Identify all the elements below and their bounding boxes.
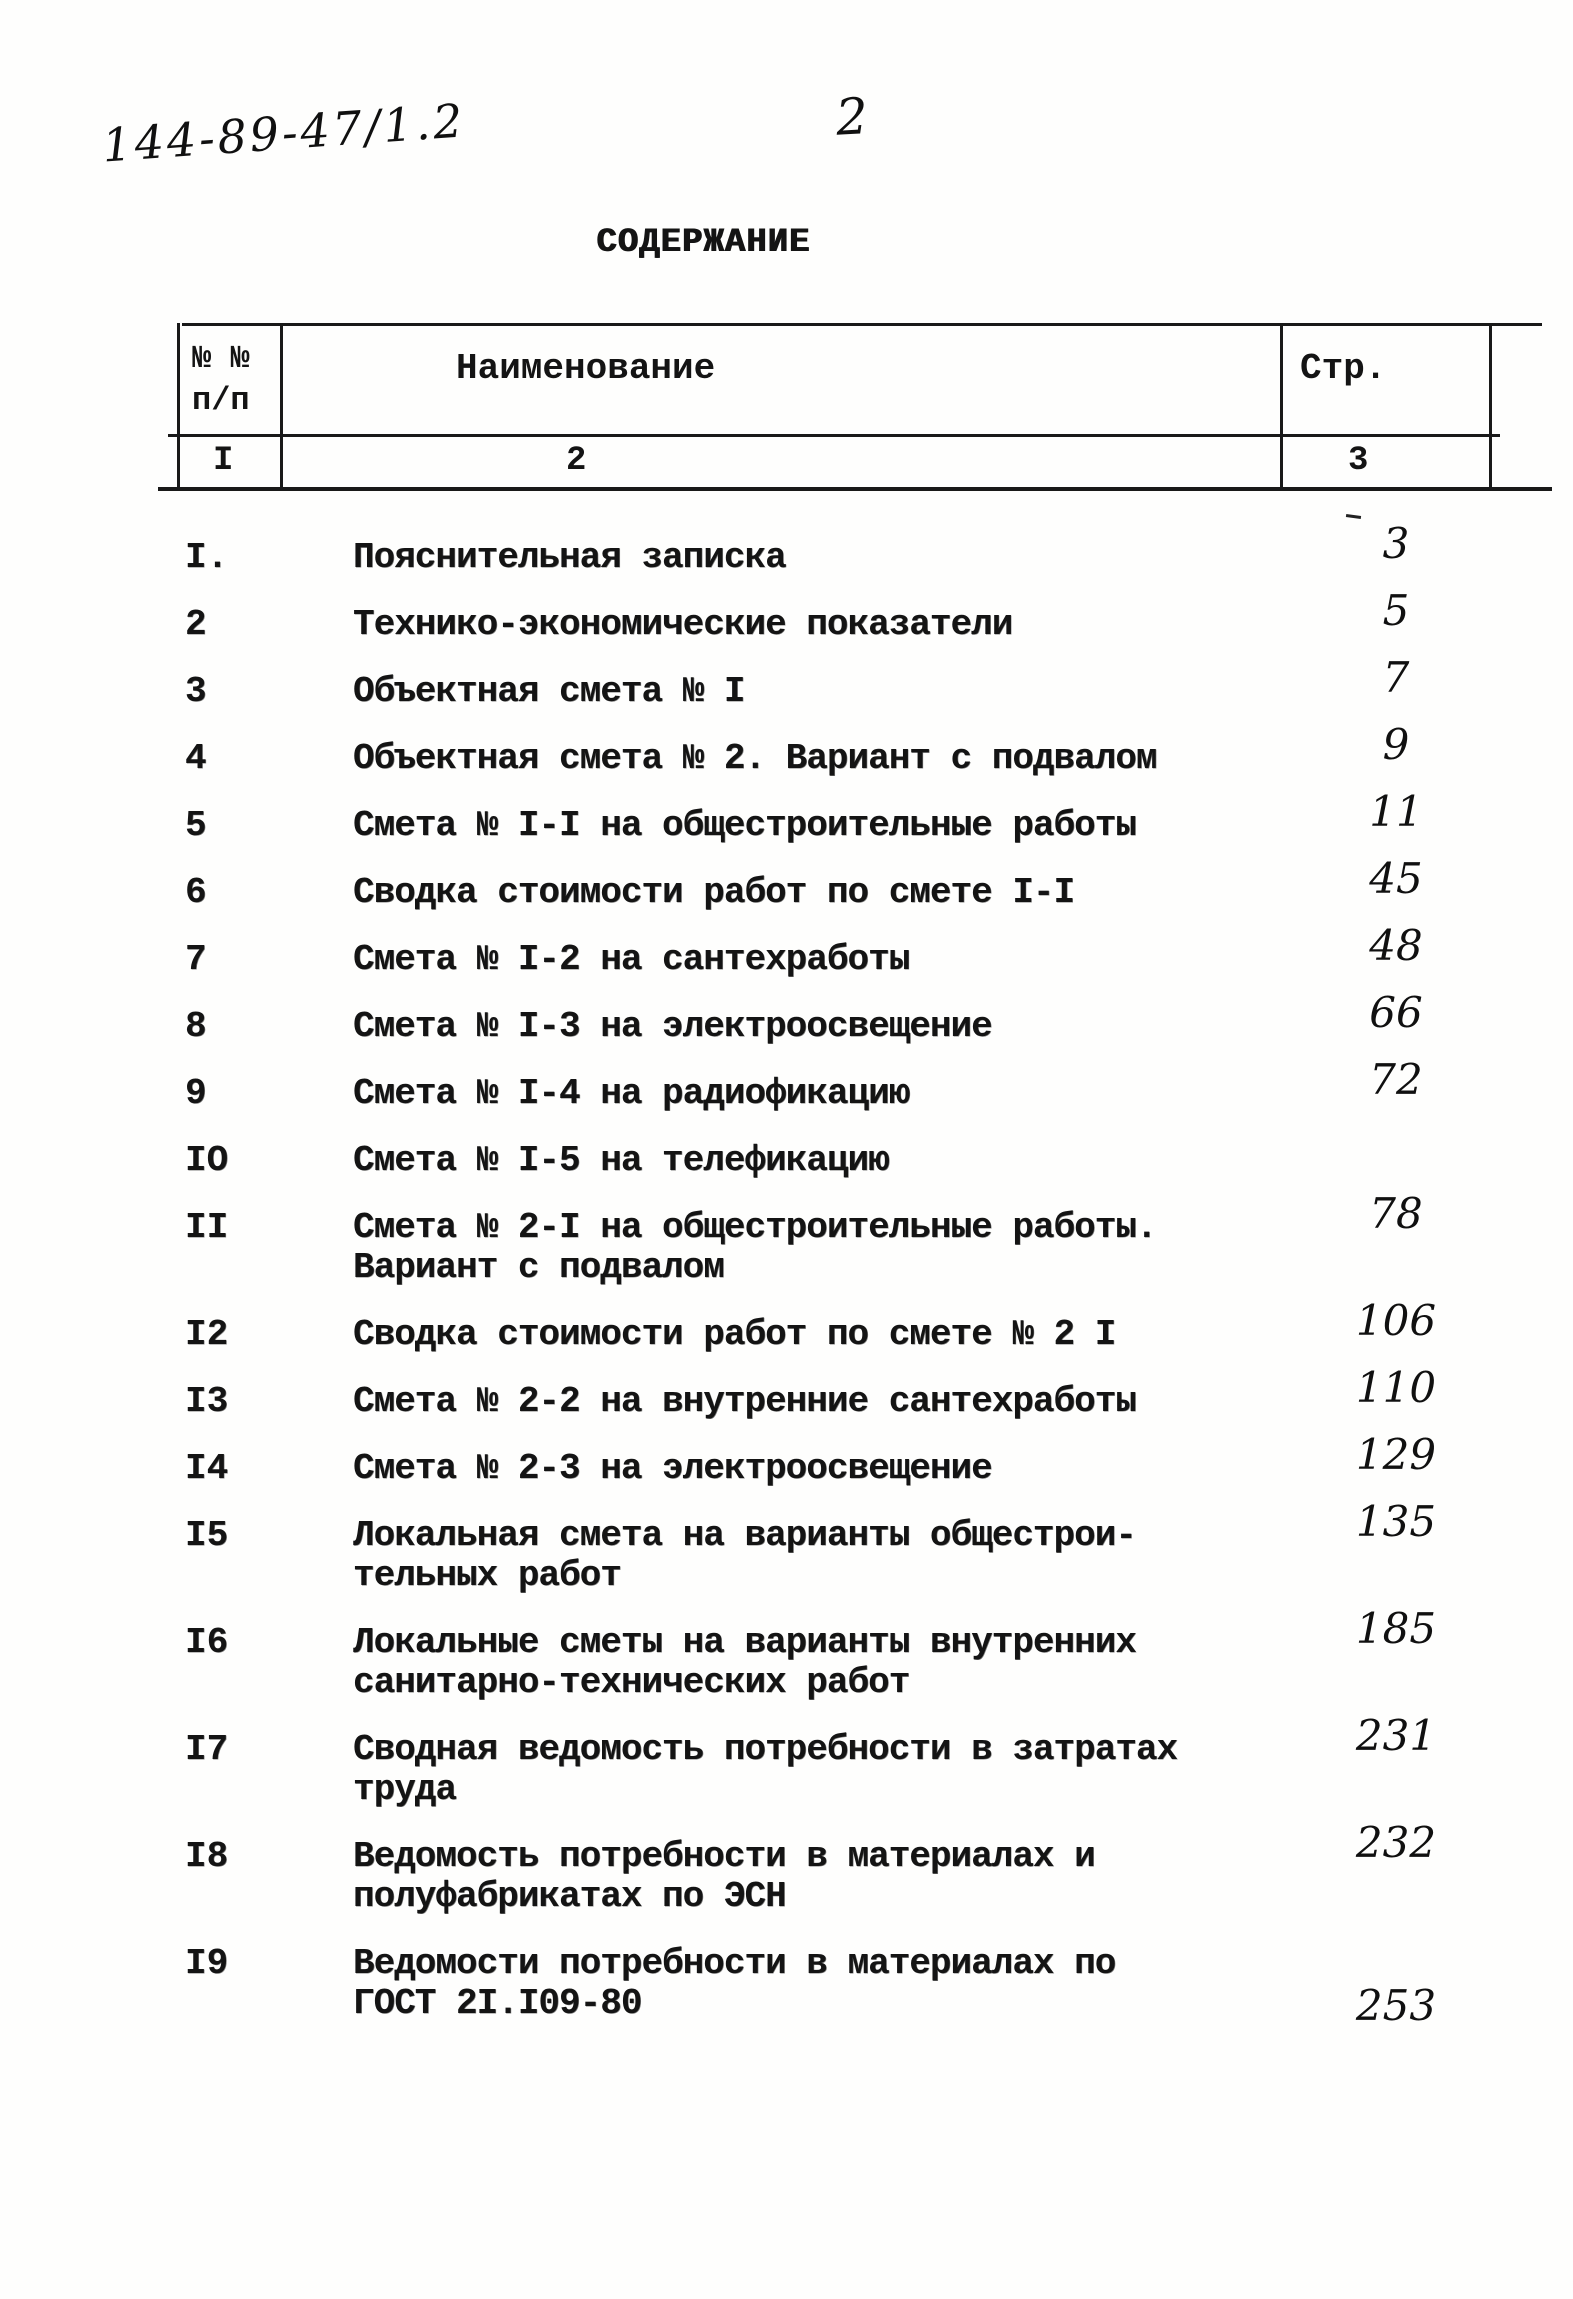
toc-row-page-number: 185 — [1355, 1604, 1437, 1653]
toc-row-title — [353, 1007, 1265, 1047]
column-index-2: 2 — [566, 442, 587, 480]
toc-row-title-line: ГОСТ 2I.I09-80 — [353, 1983, 642, 2024]
column-header-number — [192, 338, 282, 422]
toc-row-number: I9 — [185, 1943, 229, 1984]
column-header-number-line1: № № — [192, 340, 250, 377]
toc-row-title — [353, 1315, 1265, 1355]
toc-row-number: 6 — [185, 872, 207, 913]
handwritten-document-code: 144-89-47/1.2 — [100, 93, 468, 173]
toc-row-title — [353, 1516, 1265, 1596]
table-border-right — [1489, 324, 1492, 490]
toc-row-number: I7 — [185, 1729, 229, 1770]
toc-row — [185, 921, 1485, 980]
toc-row-page-number: 3 — [1382, 519, 1410, 568]
toc-row-title — [353, 1944, 1265, 2024]
toc-row — [185, 1363, 1485, 1422]
toc-row-page-number: 110 — [1355, 1363, 1437, 1412]
toc-row-title-line: тельных работ — [353, 1555, 621, 1596]
toc-row-page-number: 135 — [1355, 1497, 1437, 1546]
toc-row-title-line: Смета № I-I на общестроительные работы — [353, 805, 1136, 846]
toc-row-number: I6 — [185, 1622, 229, 1663]
column-header-page: Стр. — [1300, 348, 1387, 389]
toc-rows — [185, 519, 1485, 2051]
toc-row-number: 4 — [185, 738, 207, 779]
toc-row — [185, 787, 1485, 846]
toc-row-title — [353, 806, 1265, 846]
toc-row-title — [353, 1074, 1265, 1114]
toc-row — [185, 720, 1485, 779]
toc-row-title-line: Смета № 2-2 на внутренние сантехработы — [353, 1381, 1136, 1422]
toc-row-title-line: Локальная смета на варианты общестрои- — [353, 1515, 1136, 1556]
toc-row-title — [353, 873, 1265, 913]
toc-row-title — [353, 1837, 1265, 1917]
toc-row-title-line: Пояснительная записка — [353, 537, 786, 578]
toc-row-title-line: Смета № 2-3 на электроосвещение — [353, 1448, 992, 1489]
toc-row-number: I3 — [185, 1381, 229, 1422]
toc-row-title-line: труда — [353, 1769, 457, 1810]
toc-row — [185, 519, 1485, 578]
column-header-number-line2: п/п — [192, 382, 250, 419]
toc-row — [185, 586, 1485, 645]
toc-row-title-line: полуфабрикатах по ЭСН — [353, 1876, 786, 1917]
toc-row-title-line: Сводка стоимости работ по смете № 2 I — [353, 1314, 1116, 1355]
table-border-left — [177, 323, 180, 491]
toc-row-title-line: Сводка стоимости работ по смете I-I — [353, 872, 1075, 913]
column-index-1: I — [213, 442, 234, 480]
toc-row-title-line: Ведомость потребности в материалах и — [353, 1836, 1095, 1877]
toc-row-page-number: 78 — [1369, 1189, 1423, 1238]
table-border-top — [182, 323, 1542, 326]
toc-row-title — [353, 1382, 1265, 1422]
toc-row-page-number: 7 — [1382, 653, 1410, 702]
page-title: СОДЕРЖАНИЕ — [596, 224, 811, 262]
toc-row-number: I2 — [185, 1314, 229, 1355]
toc-row — [185, 1430, 1485, 1489]
toc-row-title — [353, 1449, 1265, 1489]
toc-row — [185, 653, 1485, 712]
toc-row-title-line: Смета № I-3 на электроосвещение — [353, 1006, 992, 1047]
toc-row — [185, 1943, 1485, 2030]
toc-row-number: 5 — [185, 805, 207, 846]
toc-row-number: I4 — [185, 1448, 229, 1489]
toc-row-number: I8 — [185, 1836, 229, 1877]
toc-row-title-line: Смета № 2-I на общестроительные работы. — [353, 1207, 1157, 1248]
table-header-underline — [168, 434, 1500, 437]
toc-row-title-line: Объектная смета № 2. Вариант с подвалом — [353, 738, 1157, 779]
toc-row-page-number: 106 — [1355, 1296, 1437, 1345]
scan-artifact-dash — [1346, 514, 1361, 519]
toc-row-title-line: Ведомости потребности в материалах по — [353, 1943, 1116, 1984]
toc-row-title — [353, 940, 1265, 980]
toc-row — [185, 1141, 1485, 1181]
column-header-name: Наименование — [456, 348, 716, 389]
toc-row-title — [353, 605, 1265, 645]
toc-row — [185, 1497, 1485, 1596]
toc-row — [185, 1604, 1485, 1703]
toc-row-number: 3 — [185, 671, 207, 712]
toc-row-title — [353, 1208, 1265, 1288]
toc-row-title — [353, 1730, 1265, 1810]
toc-row-number: I5 — [185, 1515, 229, 1556]
toc-row-page-number: 5 — [1382, 586, 1410, 635]
toc-row-page-number: 231 — [1355, 1711, 1437, 1760]
toc-row-title-line: Смета № I-4 на радиофикацию — [353, 1073, 910, 1114]
table-divider-page — [1280, 324, 1283, 490]
toc-row-title-line: Локальные сметы на варианты внутренних — [353, 1622, 1136, 1663]
handwritten-page-number: 2 — [834, 87, 870, 147]
toc-row — [185, 1296, 1485, 1355]
toc-row — [185, 988, 1485, 1047]
toc-row-number: 9 — [185, 1073, 207, 1114]
toc-row-number: 7 — [185, 939, 207, 980]
toc-row-title-line: Смета № I-2 на сантехработы — [353, 939, 910, 980]
toc-row-page-number: 129 — [1355, 1430, 1437, 1479]
table-border-bottom — [158, 487, 1552, 491]
toc-row-page-number: 45 — [1369, 854, 1423, 903]
toc-row-title — [353, 1623, 1265, 1703]
toc-row-page-number: 11 — [1369, 787, 1423, 836]
toc-row-title-line: Смета № I-5 на телефикацию — [353, 1140, 889, 1181]
toc-row — [185, 1189, 1485, 1288]
toc-row-title-line: Сводная ведомость потребности в затратах — [353, 1729, 1178, 1770]
toc-row-page-number: 232 — [1355, 1818, 1437, 1867]
toc-row-page-number: 48 — [1369, 921, 1423, 970]
toc-row-title-line: Технико-экономические показатели — [353, 604, 1013, 645]
toc-row — [185, 1711, 1485, 1810]
column-index-3: 3 — [1348, 442, 1369, 480]
toc-row-title — [353, 739, 1265, 779]
toc-row-title-line: санитарно-технических работ — [353, 1662, 910, 1703]
toc-row-number: 8 — [185, 1006, 207, 1047]
toc-row — [185, 854, 1485, 913]
toc-row-number: I. — [185, 537, 229, 578]
toc-row-title — [353, 672, 1265, 712]
toc-row-page-number: 66 — [1369, 988, 1423, 1037]
toc-row-title-line: Вариант с подвалом — [353, 1247, 724, 1288]
toc-row-page-number: 253 — [1355, 1981, 1437, 2030]
toc-row-page-number: 72 — [1369, 1055, 1423, 1104]
toc-row-title-line: Объектная смета № I — [353, 671, 745, 712]
toc-row-number: IO — [185, 1140, 229, 1181]
toc-row-number: 2 — [185, 604, 207, 645]
toc-row — [185, 1818, 1485, 1917]
toc-row-number: II — [185, 1207, 229, 1248]
toc-row-page-number: 9 — [1382, 720, 1410, 769]
toc-row-title — [353, 1141, 1265, 1181]
toc-row-title — [353, 538, 1265, 578]
toc-row — [185, 1055, 1485, 1114]
